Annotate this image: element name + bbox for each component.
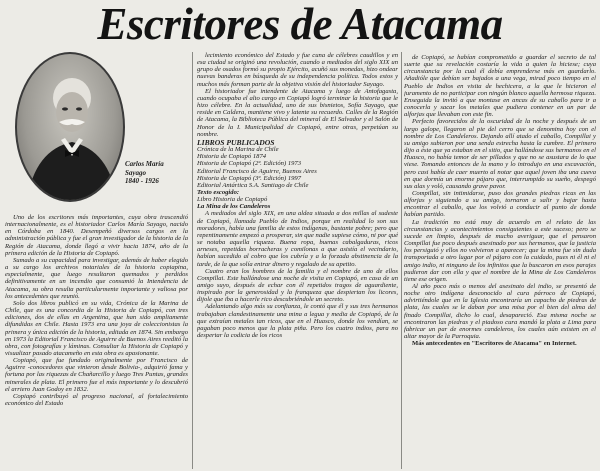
closing-note: Más antecedentes en "Escritores de Atacama" en Internet. — [412, 340, 577, 348]
col1-paragraph: Copiapó contribuyó al progreso nacional, al fortalecimiento económico del Estado — [5, 392, 188, 408]
sample-title: La Mina de los Candeleros — [197, 203, 271, 211]
book-item: Historia de Copiapó 1874 — [197, 153, 267, 161]
col3-paragraph: Compillai, sin intimidarse, puso dos grandes piedras ricas en las alforjas y siguiendo a su amigo, tornaron a salir y bajar hasta encontrar el caballo, que los volvió a conducir al punto de donde habían partido. — [404, 189, 596, 219]
column-divider — [401, 52, 402, 469]
col1-paragraph: Sumado a su capacidad para investigar, además de haber elegido a su cargo los archivos notariales de la historia copiapina, especialmente, que luego resultaron quemados y perdidos definitivamente en un incendio que consumió la Intendencia de Atacama, su obra resulta particularmente importante y valiosa por los antecedentes que reunió. — [5, 256, 188, 300]
article-column-3 — [404, 54, 596, 471]
portrait-caption — [125, 160, 188, 186]
books-list — [197, 146, 398, 189]
col2-paragraph: Cuatro eran los hombres de la familia y el nombre de uno de ellos Compillai. Este hallándose una noche de visita en Copiapó, en casa de un amigo suyo, después de echar con él repetidos tragos de aguardiente, inspirado por la generosidad y la franqueza que despiertan los licores, dijole que iba a hacerle rico descubriéndole un secreto. — [197, 267, 398, 304]
eye-right — [76, 107, 82, 110]
sample-source: Libro Historia de Copiapó — [197, 196, 268, 204]
col3-paragraph: Perfecto favorecidos de la oscuridad de la noche y después de un largo galope, llegaron al pie del cerro que se denomina hoy con el nombre de Los Candeleros. Dejando allí atado el caballo, Compillai y su amigo subieron por una senda estrecha hasta la cumbre. El primero dijo a éste que ya estaban en el sitio, que hallándose sus hermanos en el Huasco, no había temor de ser pillados y que no se asustara de lo que viese. Tomando entonces de la mano y lo introdujo en una excavación, pero casi había de caer muerto al notar que aquel joven iba una cueva en que dormía un enorme pájaro que, interrumpido su sueño, despegó sus alas y voló, causando grave pavor. — [404, 118, 596, 190]
col3-paragraph: Al año poco más o menos del asesinato del indio, se presentó de noche otro indígena desconocido al cura párroco de Copiapó, advirtiéndole que en la Iglesia encontraría un capacho de piedras de plata, las cuales se le daban por una misa por el bien del alma del finado Compillai, dicho lo cual, desapareció. Esa misma noche se encontraron las piedras y el piadoso cura mandó la plata a Lima para fabricar un par de enormes candeleros, los cuales aún existen en el altar mayor de la Parroquia. — [404, 283, 596, 341]
col2-paragraph: lecimiento económico del Estado y fue cuna de célebres caudillos y en esa ciudad se originó una revolución, cuando a mediados del siglo XIX un grupo de osados formó su propio Ejército, acuñó sus monedas, hizo ondear nuevas banderas en búsqueda de su independencia política. Todos estos y muchos más forman parte de la objetiva visión del historiador Sayago. — [197, 52, 398, 88]
face-shape — [56, 92, 88, 132]
col1-paragraph: Uno de los escritores más importantes, cuya obra trascendió internacionalmente, es el historiador Carlos María Sayago, nacido en Córdoba en 1840. Desempeñó diversos cargos en la administración pública y fue el gran investigador de la historia de la Región de Atacama, donde llegó a vivir hacia 1874, año de la primera edición de la Historia de Copiapó. — [5, 214, 188, 257]
book-item: Editorial Francisco de Aguirre, Buenos Aires — [197, 167, 317, 175]
col3-paragraph: de Copiapó, se habían comprometido a guardar el secreto de tal suerte que su revelación costaría la vida a quien la hiciese; cuya circunstancia por la cual él debía emprenderse más en guardarlo. Añadióle que debían ser bajados a una vega, mirad poco tiempo en el Pueblo de Indios en visita de hechicera, a la que le hicieron el juramento de no participar con ningún blanco aquella hermosa riqueza. Enseguida la invitó a que montase en ancas de su caballo para ir a conocerla y sacar los metales que pudiera contener en un par de alforjas que llevaban con este fin. — [404, 54, 596, 119]
sample-heading: Texto escogido: — [197, 188, 240, 196]
column-divider — [192, 52, 193, 469]
col1-paragraph: Copiapó, que fue fundado originalmente por Francisco de Aguirre -conocedores que vinieron desde Bolivia-, adquirió fama y fortuna por las riquezas de Chañarcillo y luego Tres Puntas, grandes minerales de plata. El primero fue el más importante y lo descubrió el arriero Juan Godoy en 1832. — [5, 357, 188, 393]
books-heading: LIBROS PUBLICADOS — [197, 137, 275, 147]
article-column-1 — [5, 52, 188, 469]
col3-paragraph: La tradición no está muy de acuerdo en el relato de las circunstancias y acontecimientos consiguientes a este suceso; pero se sucede en limpio, después de mucho averiguar, que el pensaron Compillai fue poco después asesinado por sus hermanos, que la justicia los persiguió y ellos no volvieron a aparecer; que la mina fue sin duda transportada a otro lugar por el pájaro con la cuidado, pues ni él ni el amigo indio, ni ninguno de los infinitos que la buscaron en esos parajes pudieron dar con ella y que el nombre de la Mina de Los Candeleros tiene ese origen. — [404, 218, 596, 283]
col1-body — [5, 214, 188, 407]
book-item: Crónica de la Marina de Chile — [197, 146, 279, 154]
portrait-figure — [17, 54, 123, 200]
author-portrait — [15, 52, 125, 202]
article-column-2 — [197, 52, 398, 469]
book-item: Historia de Copiapó (3ª. Edición) 1997 — [197, 174, 302, 182]
book-item: Editorial Antártica S.A. Santiago de Chile — [197, 181, 309, 189]
col2-paragraph: El historiador fue intendente de Atacama y luego de Antofagasta, cuando ocupaba el alto cargo en Copiapó logró terminar la historia que le hizo célebre. En la actualidad, uno de sus bisnietos, Sofía Sayago, que reside en Caldera, mantiene vivo y latente su recuerdo. Calles de la Región de Atacama, la Biblioteca Pública del mineral de El Salvador y el Salón de Honor de la I. Municipalidad de Copiapó, entre otras, perpetúan su nombre. — [197, 87, 398, 138]
col2-paragraph: Adelantando algo más su confianza, le contó que él y sus tres hermanos trabajaban clandestinamente una mina a legua y media de Copiapó, de la que extraían metales tan ricos, que en el Huasco, donde los vendían, se pagaban poco menos que la plata piña. Pero los cuatro indios, para no despertar la codicia de los ricos — [197, 303, 398, 340]
col1-paragraph: Solo dos libros publicó en su vida, Crónica de la Marina de Chile, que es una concordia de la Historia de Copiapó, con tres ediciones, dos de ellas en Argentina, que han sido ampliamente difundidas en Chile. Hasta 1973 era una joya de coleccionistas la primera y única edición de la historia, editada en 1874. Sin embargo en 1973 la Editorial Francisco de Aguirre de Buenos Aires reeditó la obra, con fotografías y láminas. Consultar la Historia de Copiapó y visualizar pasado atacameño en esta obra es apasionante. — [5, 299, 188, 357]
caption-last-name: Sayago — [125, 168, 146, 177]
book-item: Historia de Copiapó (2ª. Edición) 1973 — [197, 160, 302, 168]
caption-years: 1840 - 1926 — [125, 177, 159, 185]
eye-left — [62, 107, 68, 110]
col2-paragraph: A mediados del siglo XIX, en una aldea situada a dos millas al sudeste de Copiapó, llamada Pueblo de Indios, porque en realidad lo son sus moradores, había una familia de estos indígenas, bastante pobre; pero que repentinamente empezó a prosperar, sin que nadie supiese cómo, ni por qué se notaba aquella riqueza. Buena ropa, buenas cabalgaduras, ricos arneses, repetidas borracheras y comilonas a que asistía el vecindario, habían sucedido al cobro que los cubría y a la forzada abstinencia de la tarde, de la que solía entrar dinero y regalado de su apetito. — [197, 210, 398, 268]
caption-first-name: Carlos María — [125, 160, 164, 168]
page-headline: Escritores de Atacama — [97, 0, 503, 49]
